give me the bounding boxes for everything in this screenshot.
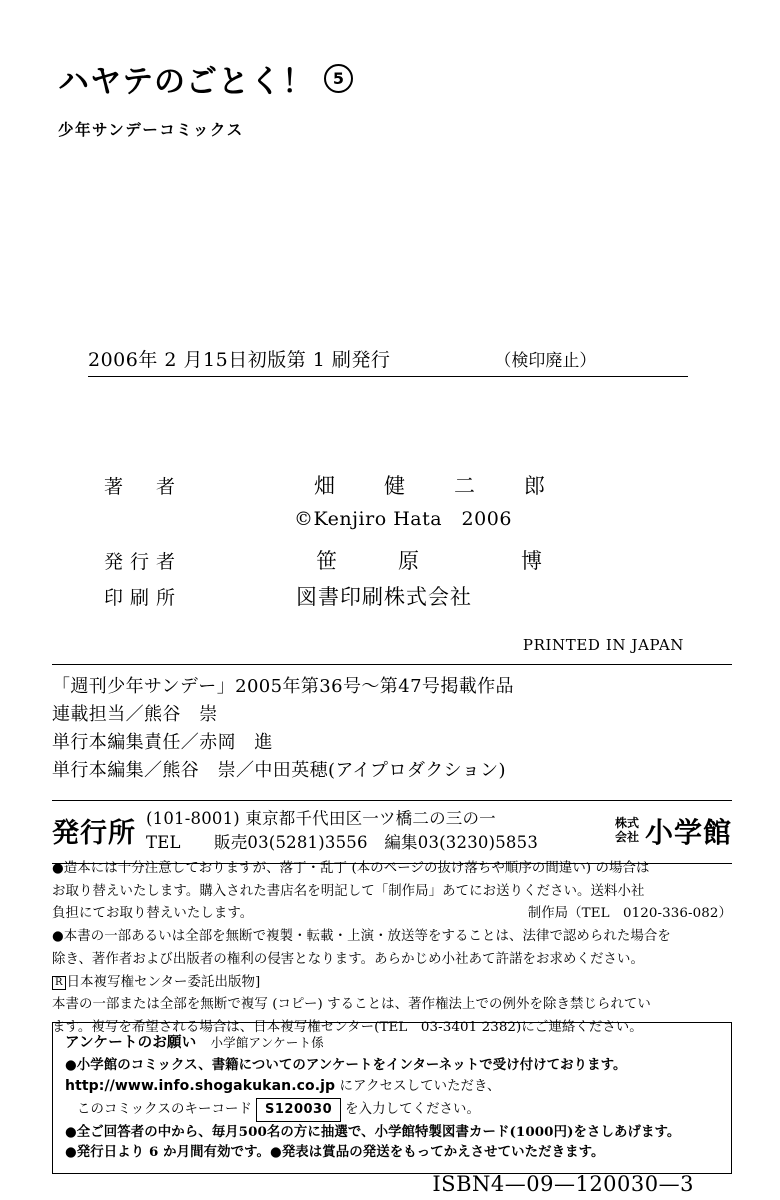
corp-prefix-line1: 株式 (614, 816, 639, 831)
credit-label-author: 著 者 (104, 476, 183, 498)
publisher-address (146, 807, 615, 855)
credit-value-publisher-person: 笹 原 博 (316, 549, 562, 573)
credit-label-printer: 印刷所 (104, 587, 183, 609)
volume-badge: 5 (324, 64, 353, 93)
survey-line-4: ●発行日より 6 か月間有効です。●発表は賞品の発送をもってかえさせていただきます。 (65, 1144, 605, 1161)
credit-row (104, 545, 684, 575)
series-title: ハヤテのごとく！ (58, 64, 314, 100)
publication-date: 2006年 2 月15日初版第 1 刷発行 (88, 349, 391, 371)
reproduction-rights-text: 日本複写権センター委託出版物] (66, 974, 261, 990)
production-bureau-contact: 制作局（TEL 0120-336-082） (527, 906, 732, 922)
serialization-line: 「週刊少年サンデー」2005年第36号〜第47号掲載作品 (52, 676, 514, 697)
publication-date-row (88, 345, 688, 377)
survey-keycode-suffix: を入力してください。 (345, 1101, 481, 1117)
publisher-corp-prefix (615, 817, 639, 845)
credits-block (104, 470, 684, 654)
credit-value-author: 畑 健 二 郎 (314, 474, 559, 498)
reproduction-rights-line (52, 972, 732, 994)
credit-row (104, 581, 684, 611)
notice-line: 本書の一部または全部を無断で複写 (コピー) することは、著作権法上での例外を除き禁じられてい (52, 997, 651, 1013)
seal-abolished-note: （検印廃止） (494, 351, 597, 371)
credit-value-printer: 図書印刷株式会社 (296, 585, 472, 609)
notice-line: ます。複写を希望される場合は、日本複写権センター(TEL 03-3401 2382)にご連絡ください。 (52, 1019, 643, 1035)
survey-keycode: S120030 (256, 1098, 341, 1122)
notice-line: ●本書の一部あるいは全部を無断で複製・転載・上演・放送等をすることは、法律で認められた場合を (52, 929, 671, 945)
r-mark-icon: R (52, 976, 66, 990)
publication-date-block (88, 345, 688, 377)
notice-line-text: 負担にてお取り替えいたします。 (52, 906, 254, 922)
isbn-number: ISBN4—09—120030—3 (432, 1172, 694, 1196)
publisher-label: 発行所 (52, 818, 136, 850)
notice-line: 除き、著作者および出版者の権利の侵害となります。あらかじめ小社あて許諾をお求めください。 (52, 951, 644, 967)
survey-line-1: ●小学館のコミックス、書籍についてのアンケートをインターネットで受け付けております。 (65, 1057, 627, 1073)
notice-line: お取り替えいたします。購入された書店名を明記して「制作局」あてにお送りください。送料小社 (52, 883, 645, 899)
survey-keycode-line (65, 1098, 719, 1122)
notice-line: ●造本には十分注意しておりますが、落丁・乱丁 (本のページの抜け落ちや順序の間違い) の場合は (52, 861, 650, 876)
serialization-line: 単行本編集責任／赤岡 進 (52, 731, 273, 753)
survey-keycode-prefix: このコミックスのキーコード (77, 1101, 252, 1117)
copyright-line: ©Kenjiro Hata 2006 (294, 508, 512, 530)
serialization-block (52, 664, 732, 785)
survey-url-suffix: にアクセスしていただき、 (335, 1078, 501, 1094)
survey-line-3: ●全ご回答者の中から、毎月500名の方に抽選で、小学館特製図書カード(1000円)をさしあげます。 (65, 1123, 681, 1140)
survey-url-line (65, 1076, 719, 1098)
survey-subtitle: 小学館アンケート係 (210, 1035, 324, 1050)
publisher-row (52, 800, 732, 864)
notices-block (52, 858, 732, 1040)
survey-title-row (65, 1031, 719, 1052)
survey-title: アンケートのお願い (65, 1034, 197, 1051)
printed-in-japan: PRINTED IN JAPAN (522, 636, 684, 654)
corp-prefix-line2: 会社 (614, 829, 639, 844)
imprint-label: 少年サンデーコミックス (58, 121, 244, 139)
serialization-line: 単行本編集／熊谷 崇／中田英穂(アイプロダクション) (52, 759, 506, 781)
credit-row (104, 470, 684, 500)
survey-url[interactable]: http://www.info.shogakukan.co.jp (65, 1077, 336, 1094)
title-row (58, 56, 353, 101)
publisher-address-line1: (101-8001) 東京都千代田区一ツ橋二の三の一 (146, 809, 496, 828)
publisher-name: 小学館 (644, 815, 732, 849)
notice-line-with-contact (52, 903, 732, 925)
credit-label-publisher-person: 発行者 (104, 551, 183, 573)
serialization-line: 連載担当／熊谷 崇 (52, 703, 218, 725)
publisher-phone-line: TEL 販売03(5281)3556 編集03(3230)5853 (146, 832, 539, 852)
survey-box (52, 1022, 732, 1174)
